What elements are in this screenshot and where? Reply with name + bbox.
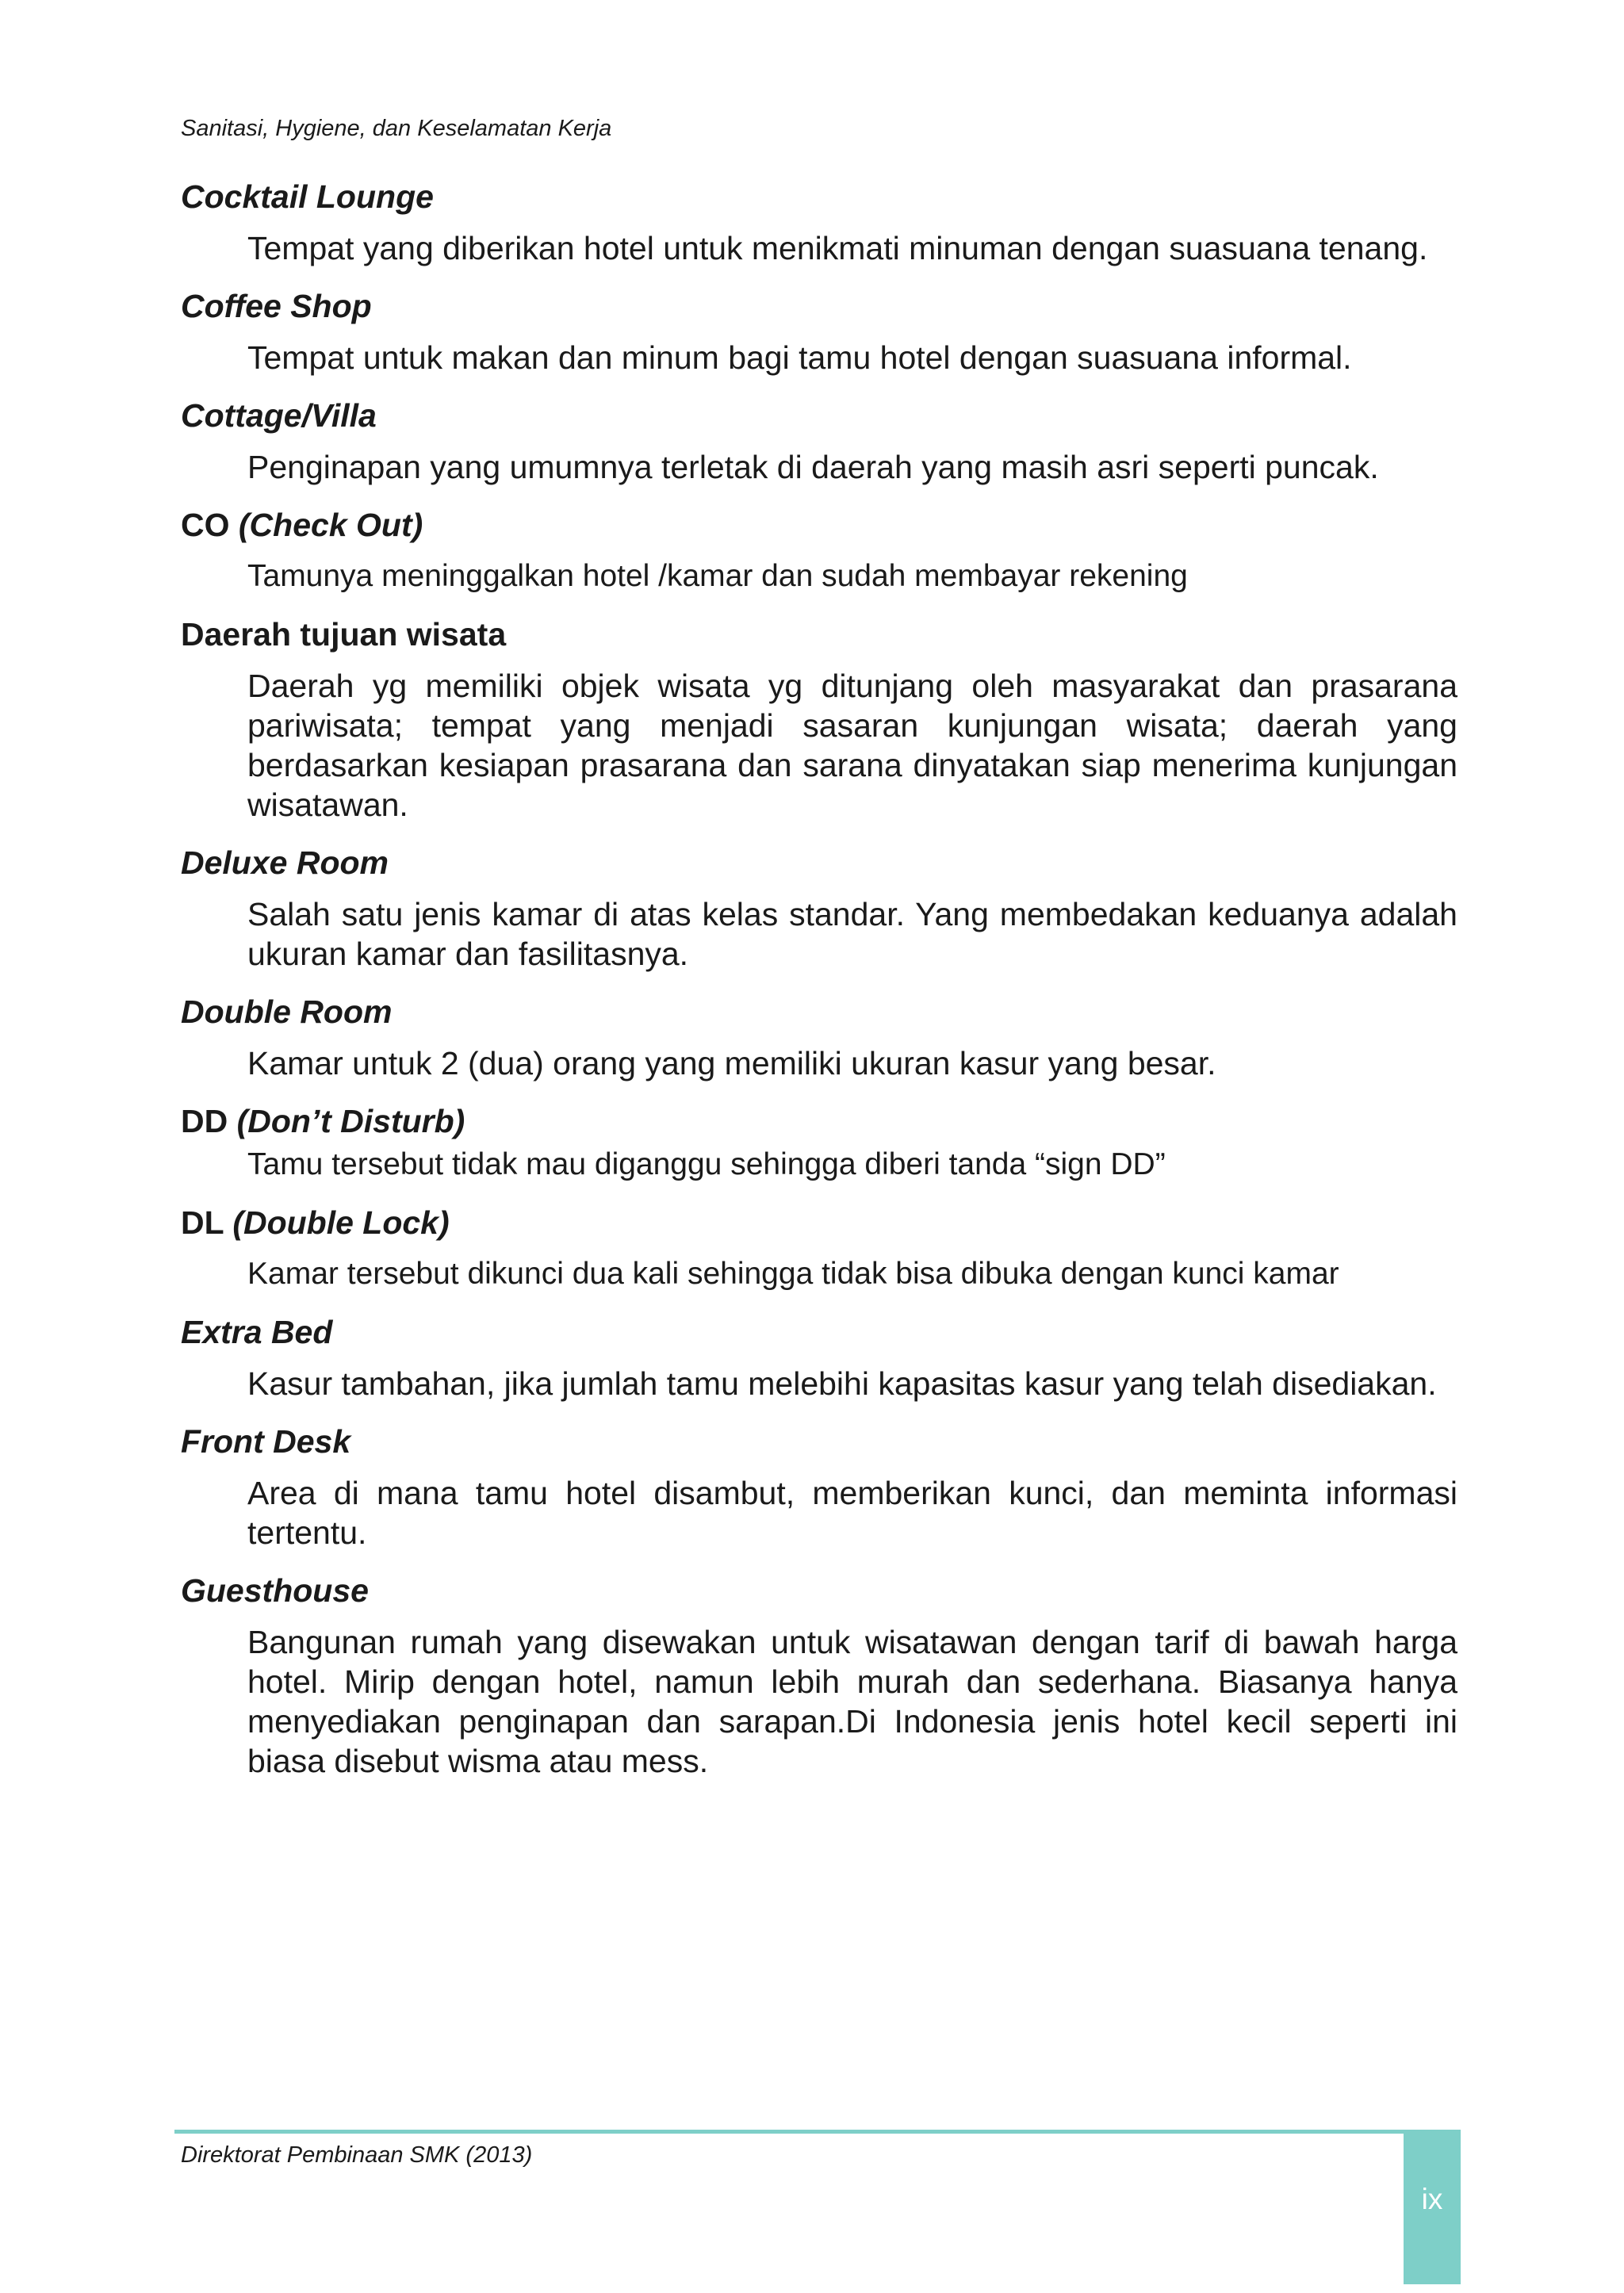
glossary-content [181,176,1457,1781]
glossary-definition: Kamar untuk 2 (dua) orang yang memiliki ukuran kasur yang besar. [247,1045,1216,1081]
glossary-definition: Salah satu jenis kamar di atas kelas standar. Yang membedakan keduanya adalah ukuran kamar dan fasilitasnya. [247,896,1457,972]
glossary-entry [181,285,1457,377]
glossary-entry [181,504,1457,596]
glossary-definition: Tamunya meninggalkan hotel /kamar dan sudah membayar rekening [247,559,1188,593]
glossary-entry [181,1101,1457,1185]
footer-divider [174,2130,1461,2134]
glossary-entry [181,1421,1457,1552]
glossary-definition: Penginapan yang umumnya terletak di daerah yang masih asri seperti puncak. [247,449,1379,485]
glossary-term: DD (Don’t Disturb) [181,1103,465,1139]
glossary-definition: Tempat yang diberikan hotel untuk menikmati minuman dengan suasuana tenang. [247,230,1428,266]
glossary-entry [181,176,1457,268]
glossary-entry [181,1570,1457,1781]
footer-publisher: Direktorat Pembinaan SMK (2013) [181,2142,533,2168]
running-header: Sanitasi, Hygiene, dan Keselamatan Kerja [181,116,612,141]
page-number: ix [1421,2183,1443,2215]
glossary-definition: Area di mana tamu hotel disambut, memberikan kunci, dan meminta informasi tertentu. [247,1475,1457,1551]
glossary-term: Guesthouse [181,1572,369,1609]
glossary-entry [181,1202,1457,1294]
glossary-definition: Bangunan rumah yang disewakan untuk wisatawan dengan tarif di bawah harga hotel. Mirip dengan hotel, namun lebih murah dan sederhana. Biasanya hanya menyediakan penginapan dan sarapan.Di Indonesia jenis hotel kecil seperti ini biasa disebut wisma atau mess. [247,1624,1457,1779]
glossary-term: DL (Double Lock) [181,1204,450,1241]
glossary-definition: Tamu tersebut tidak mau diganggu sehingga diberi tanda “sign DD” [247,1147,1166,1181]
glossary-entry [181,991,1457,1083]
glossary-entry [181,614,1457,825]
glossary-entry [181,395,1457,487]
glossary-definition: Tempat untuk makan dan minum bagi tamu hotel dengan suasuana informal. [247,339,1352,376]
glossary-definition: Kasur tambahan, jika jumlah tamu melebihi kapasitas kasur yang telah disediakan. [247,1365,1437,1402]
glossary-term: Deluxe Room [181,844,389,881]
glossary-entry [181,1311,1457,1403]
glossary-term: Front Desk [181,1423,351,1460]
glossary-term: Daerah tujuan wisata [181,616,507,653]
page-number-tab [1404,2134,1461,2284]
glossary-definition: Kamar tersebut dikunci dua kali sehingga tidak bisa dibuka dengan kunci kamar [247,1257,1339,1291]
glossary-definition: Daerah yg memiliki objek wisata yg ditunjang oleh masyarakat dan prasarana pariwisata; tempat yang menjadi sasaran kunjungan wisata; daerah yang berdasarkan kesiapan prasarana dan sarana dinyatakan siap menerima kunjungan wisatawan. [247,668,1457,823]
glossary-term: Double Room [181,993,393,1030]
glossary-entry [181,842,1457,974]
glossary-term: CO (Check Out) [181,507,423,543]
glossary-term: Extra Bed [181,1314,333,1350]
glossary-term: Cocktail Lounge [181,178,434,215]
glossary-term: Coffee Shop [181,288,372,324]
glossary-term: Cottage/Villa [181,397,377,434]
